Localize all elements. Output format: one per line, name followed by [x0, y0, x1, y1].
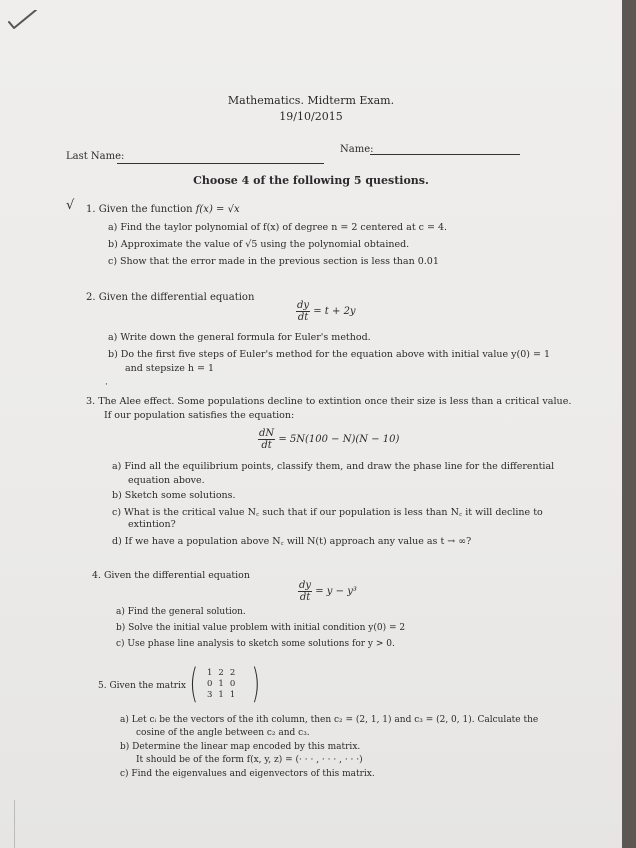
- question-1-function: f(x) = √x: [195, 204, 240, 215]
- question-2-part-a: a) Write down the general formula for Euler's method.: [108, 332, 371, 343]
- desk-background: [622, 0, 636, 848]
- question-2-part-b: b) Do the first five steps of Euler's method for the equation above with initial value y(0) = 1: [108, 349, 551, 360]
- matrix-cell: 2: [229, 668, 236, 678]
- question-3-part-c: c) What is the critical value N꜀ such that if our population is less than N꜀ it will decline to: [112, 507, 543, 518]
- matrix-right-paren: ): [251, 661, 261, 707]
- exam-title: Mathematics. Midterm Exam.: [227, 94, 395, 107]
- question-5-part-a-cont: cosine of the angle between c₂ and c₃.: [136, 728, 310, 738]
- matrix-left-paren: (: [189, 661, 199, 707]
- question-2-prompt: Given the differential equation: [98, 292, 255, 303]
- question-2-eq-numerator: dy: [297, 300, 310, 311]
- question-3-part-a-cont: equation above.: [128, 475, 205, 486]
- matrix-cell: 3: [207, 690, 213, 700]
- question-2-fraction: [296, 300, 310, 323]
- question-5-part-c: c) Find the eigenvalues and eigenvectors of this matrix.: [120, 769, 375, 779]
- question-2: [86, 292, 254, 303]
- question-3-eq-numerator: dN: [259, 428, 275, 439]
- question-5: [98, 681, 186, 691]
- question-1-part-b: b) Approximate the value of √5 using the polynomial obtained.: [108, 239, 410, 250]
- question-1: [86, 204, 240, 215]
- matrix-row: [204, 690, 238, 701]
- question-4-part-c: c) Use phase line analysis to sketch some solutions for y > 0.: [116, 639, 395, 649]
- question-3-line-1: The Alee effect. Some populations decline to extintion once their size is less than a critical value.: [98, 396, 572, 407]
- matrix-cell: 2: [218, 668, 224, 678]
- matrix-row: [204, 679, 238, 690]
- matrix-cell: 0: [207, 679, 213, 689]
- question-3-equation: [258, 428, 399, 451]
- question-4-eq-rhs: = y − y³: [315, 586, 357, 597]
- question-4-part-a: a) Find the general solution.: [116, 607, 246, 617]
- question-1-prompt: Given the function: [98, 204, 196, 215]
- question-2-number: 2.: [86, 292, 96, 303]
- page-shadow-line: [14, 800, 15, 848]
- name-line: [370, 154, 520, 155]
- question-3-number: 3.: [86, 396, 96, 407]
- matrix-table: [204, 668, 238, 701]
- question-3-fraction: [258, 428, 275, 451]
- question-3-eq-rhs: = 5N(100 − N)(N − 10): [278, 434, 400, 445]
- question-1-part-a: a) Find the taylor polynomial of f(x) of degree n = 2 centered at c = 4.: [108, 222, 448, 233]
- question-4-prompt: Given the differential equation: [103, 570, 250, 581]
- question-3: [86, 396, 571, 407]
- matrix-cell: 1: [229, 690, 236, 700]
- name-label: Name:: [340, 144, 374, 155]
- question-5-part-a: a) Let cᵢ be the vectors of the ith column, then c₂ = (2, 1, 1) and c₃ = (2, 0, 1). Calculate the: [120, 715, 539, 725]
- question-1-part-c: c) Show that the error made in the previous section is less than 0.01: [108, 256, 439, 267]
- matrix-cell: 1: [218, 679, 224, 689]
- question-4-fraction: [298, 580, 312, 603]
- handwritten-checkmark: √: [66, 198, 75, 213]
- matrix-cell: 0: [229, 679, 236, 689]
- question-3-part-a: a) Find all the equilibrium points, classify them, and draw the phase line for the differential: [112, 461, 555, 472]
- question-2-equation: [296, 300, 356, 323]
- question-4-eq-numerator: dy: [299, 580, 312, 591]
- question-3-eq-denominator: dt: [258, 439, 275, 451]
- question-2-eq-denominator: dt: [297, 312, 309, 323]
- last-name-line: [117, 163, 324, 164]
- question-2-part-b-cont: and stepsize h = 1: [125, 363, 215, 374]
- question-5-part-b: b) Determine the linear map encoded by this matrix.: [120, 742, 361, 752]
- instructions: Choose 4 of the following 5 questions.: [193, 174, 429, 187]
- pen-dot: ·: [105, 380, 108, 390]
- question-4-part-b: b) Solve the initial value problem with initial condition y(0) = 2: [116, 623, 406, 633]
- matrix-cell: 1: [207, 668, 213, 678]
- last-name-label: Last Name:: [66, 151, 125, 162]
- matrix-row: [204, 668, 238, 679]
- question-4: [92, 570, 250, 581]
- matrix-cell: 1: [218, 690, 224, 700]
- question-2-eq-rhs: = t + 2y: [313, 306, 356, 317]
- question-1-number: 1.: [86, 204, 96, 215]
- question-5-part-b-cont: It should be of the form f(x, y, z) = (· · · , · · · , · · ·): [136, 755, 363, 765]
- question-4-eq-denominator: dt: [299, 592, 311, 603]
- pen-tick-mark: [4, 10, 44, 50]
- question-3-part-d: d) If we have a population above N꜀ will N(t) approach any value as t → ∞?: [112, 536, 472, 547]
- question-4-number: 4.: [92, 570, 101, 581]
- question-5-number: 5.: [98, 681, 107, 691]
- exam-date: 19/10/2015: [279, 110, 343, 123]
- question-3-part-b: b) Sketch some solutions.: [112, 490, 236, 501]
- question-5-prompt: Given the matrix: [109, 681, 186, 691]
- question-3-part-c-cont: extintion?: [128, 519, 176, 530]
- question-4-equation: [298, 580, 357, 603]
- question-3-line-2: If our population satisfies the equation:: [104, 410, 295, 421]
